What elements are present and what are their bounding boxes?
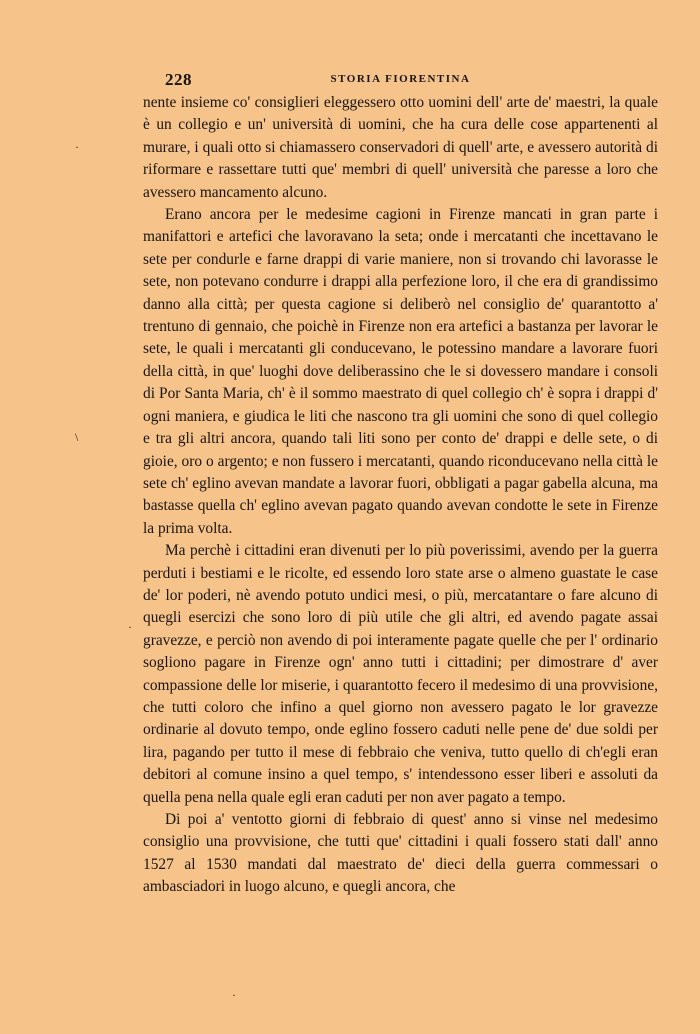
margin-speck: \ [75, 430, 79, 444]
paragraph: Ma perchè i cittadini eran divenuti per lo più poverissimi, avendo per la guerra perduti i bestiami e le ricolte, ed essendo loro state arse o almeno guastate le case de' lor poderi, nè avendo potuto undici mesi, o più, mercatantare o fare alcuno di quegli esercizi che sono loro di più utile che gli altri, ed avendo pagate assai gravezze, e perciò non avendo di poi interamente pagate quelle che per l' ordinario sogliono pagare in Firenze ogn' anno tutti i cittadini; per dimostrare d' aver compassione delle lor miserie, i quarantotto fecero il medesimo di una provvisione, che tutti coloro che infino a quel giorno non avessero pagato le lor gravezze ordinarie al dovuto tempo, onde eglino fossero caduti nelle pene de' due soldi per lira, pagando per tutto il mese di febbraio che veniva, tutto quello di ch'egli eran debitori al comune insino a quel tempo, s' intendessono esser liberi e assoluti da quella pena nella quale egli eran caduti per non aver pagato a tempo. [143, 542, 658, 806]
running-title: STORIA FIORENTINA [330, 73, 471, 85]
margin-speck: · [75, 140, 79, 154]
running-head [143, 70, 658, 90]
margin-speck: · [128, 620, 132, 634]
body-text [143, 92, 658, 899]
paragraph: Erano ancora per le medesime cagioni in Firenze mancati in gran parte i manifattori e artefici che lavoravano la seta; onde i mercatanti che incettavano le sete per condurle e farne drappi di varie maniere, non si trovando chi lavorasse le sete, non potevano condurre i drappi alla perfezione loro, il che era di grandissimo danno alla città; per questa cagione si deliberò nel consiglio de' quarantotto a' trentuno di gennaio, che poichè in Firenze non era artefici a bastanza per lavorar le sete, le quali i mercatanti gli conducevano, le potessino mandare a lavorare fuori della città, in que' luoghi dove deliberassino che le si dovessero mandare i consoli di Por Santa Maria, ch' è il sommo maestrato di quel collegio ch' è sopra i drappi d' ogni maniera, e giudica le liti che nascono tra gli uomini che sono di quel collegio e tra gli altri ancora, quando tali liti sono per conto de' drappi e delle sete, o di gioie, oro o argento; e non fussero i mercatanti, quando riconducevano nella città le sete ch' eglino avevan mandate a lavorar fuori, obbligati a pagar gabella alcuna, ma bastasse quella ch' eglino avevan pagato quando avevan condotte le sete in Firenze la prima volta. [143, 206, 658, 537]
paragraph: Di poi a' ventotto giorni di febbraio di quest' anno si vinse nel medesimo consiglio una provvisione, che tutti que' cittadini i quali fossero stati dall' anno 1527 al 1530 mandati dal maestrato de' dieci della guerra commessari o ambasciadori in luogo alcuno, e quegli ancora, che [143, 811, 658, 896]
margin-speck: · [232, 988, 236, 1002]
paragraph-continued: nente insieme co' consiglieri eleggessero otto uomini dell' arte de' maestri, la quale è un collegio e un' università di uomini, che ha cura delle cose appartenenti al murare, i quali otto si chiamassero conservadori di quell' arte, e avessero autorità di riformare e rassettare tutti que' membri di quell' università che paresse a loro che avessero mancamento alcuno. [143, 94, 658, 201]
page-number: 228 [165, 70, 192, 89]
